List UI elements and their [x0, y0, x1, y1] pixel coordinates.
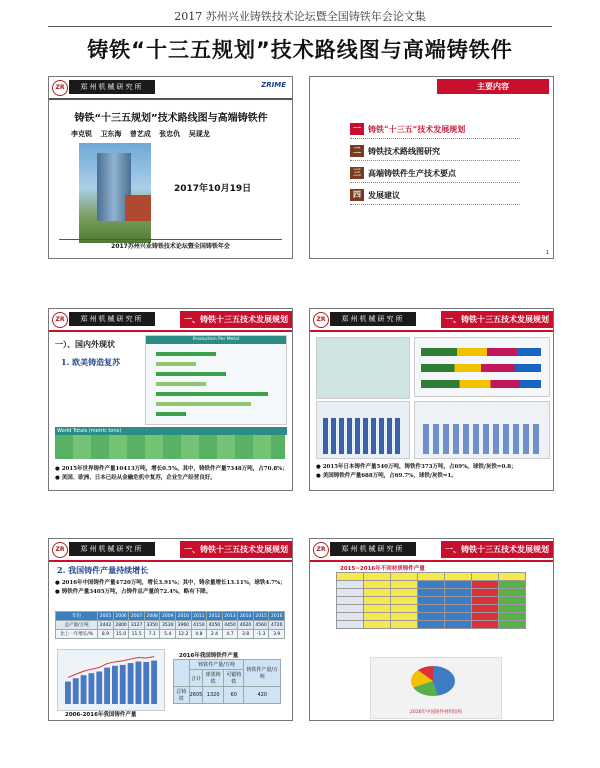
subheading: 1. 欧美铸造复苏	[61, 357, 121, 367]
slide-footer: 2017苏州兴业铸铁技术论坛暨全国铸铁年会	[111, 243, 230, 250]
slide-1	[48, 76, 293, 259]
output-table	[55, 611, 285, 639]
table-cell: 铸铁件产量/万吨	[244, 660, 281, 687]
bullet-item: ● 2015年世界铸件产量10413万吨，增长0.5%。其中，铸铁件产量7348万吨，占70.8%；	[55, 466, 288, 472]
institute-label: 郑州机械研究所	[69, 542, 155, 556]
slide-5	[48, 538, 293, 721]
logo-icon: ZR	[313, 542, 329, 558]
table-cell: 3127	[129, 621, 145, 630]
table-header-cell: 年份	[56, 612, 98, 621]
table-header-cell: 2008	[144, 612, 160, 621]
stacked-bar	[421, 348, 541, 356]
stacked-bar-chart	[414, 337, 550, 397]
bullet-item: ● 2015年日本铸件产量540万吨，铸铁件373万吨，占69%。球铁/灰铁=0.8；	[316, 464, 517, 470]
banner-rule	[310, 330, 553, 332]
bullet-list	[55, 465, 288, 483]
chart-bar	[112, 666, 118, 704]
table-header-cell: 2016	[269, 612, 285, 621]
section-tab: 一、铸铁十三五技术发展规划	[441, 541, 553, 558]
chart-bar	[156, 362, 196, 366]
institute-label: 郑州机械研究所	[69, 80, 155, 94]
logo-icon: ZR	[52, 542, 68, 558]
row-label: 总产量/万吨	[56, 621, 98, 630]
material-table	[336, 572, 526, 629]
us-chart	[414, 401, 550, 459]
japan-bar-chart	[316, 401, 410, 459]
banner-rule	[310, 560, 553, 562]
chart-bar	[143, 662, 149, 704]
agenda-number: 三	[350, 167, 364, 179]
table-header-cell: 2005	[98, 612, 114, 621]
building-photo	[79, 143, 151, 243]
banner-rule	[49, 560, 292, 562]
table-cell: 420	[244, 687, 281, 704]
table-cell: 3530	[160, 621, 176, 630]
agenda-item	[350, 166, 520, 183]
table-caption: World Totals (metric tons)	[55, 427, 287, 435]
footer-rule	[59, 239, 282, 240]
institute-label: 郑州机械研究所	[330, 312, 416, 326]
agenda-item	[350, 122, 520, 139]
pie-caption: 2016年中国铸件材料结构	[410, 710, 462, 715]
table-header-cell: 2015	[253, 612, 269, 621]
table-cell: 3.9	[269, 630, 285, 639]
section-heading: 一）、国内外现状	[55, 339, 115, 349]
table-cell: 3.8	[238, 630, 254, 639]
table-header-cell: 2014	[238, 612, 254, 621]
bullet-item: ● 美国、欧洲、日本已经从金融危机中复苏，企业生产经营良好。	[55, 475, 216, 481]
agenda-number: 一	[350, 123, 364, 135]
table-cell: 2442	[98, 621, 114, 630]
subheading: 2. 我国铸件产量持续增长	[57, 565, 149, 575]
table-cell: 球墨铸铁	[203, 670, 224, 687]
table-cell: 铸铁件产量/万吨	[189, 660, 244, 670]
slide-banner	[49, 77, 292, 98]
world-totals-table	[55, 435, 285, 459]
agenda-number: 二	[350, 145, 364, 157]
pie-shape	[411, 666, 455, 696]
contents-header: 主要内容	[437, 79, 549, 94]
table-cell: 7.1	[144, 630, 160, 639]
chart-bar	[136, 661, 142, 704]
chart-bar	[104, 668, 110, 704]
chart-caption: Production Per Metal	[146, 336, 286, 344]
table-cell: 1320	[203, 687, 224, 704]
iron-output-table	[173, 659, 281, 704]
page-number: 1	[545, 250, 549, 256]
running-header: 2017 苏州兴业铸铁技术论坛暨全国铸铁年会论文集	[174, 10, 426, 23]
table-header-cell: 2010	[176, 612, 192, 621]
table-cell: 合计	[189, 670, 203, 687]
logo-icon: ZR	[52, 80, 68, 96]
table-cell: 12.2	[176, 630, 192, 639]
table-cell: 11.5	[129, 630, 145, 639]
table-caption: 2016年我国铸铁件产量	[179, 653, 239, 659]
banner-rule	[49, 330, 292, 332]
table-header-cell: 2006	[113, 612, 129, 621]
agenda-text: 铸铁技术路线图研究	[368, 146, 440, 156]
institute-label: 郑州机械研究所	[69, 312, 155, 326]
chart-bar	[96, 672, 102, 704]
table-cell: 4620	[238, 621, 254, 630]
section-tab: 一、铸铁十三五技术发展规划	[180, 311, 292, 328]
slide-banner	[49, 539, 292, 560]
table-cell: 总铸铁	[174, 687, 190, 704]
table-header-cell: 2011	[191, 612, 207, 621]
japan-table-image	[316, 337, 410, 399]
chart-bar	[81, 675, 87, 704]
chart-svg	[58, 650, 164, 710]
table-cell: 4720	[269, 621, 285, 630]
institute-label: 郑州机械研究所	[330, 542, 416, 556]
header-rule	[48, 26, 552, 27]
agenda-text: 铸铁“十三五”技术发展规划	[368, 124, 466, 134]
slide-4	[309, 308, 554, 491]
date: 2017年10月19日	[174, 184, 252, 194]
agenda-text: 发展建议	[368, 190, 400, 200]
slide-title: 铸铁“十三五规划”技术路线图与高端铸铁件	[74, 113, 268, 124]
slide-banner	[49, 309, 292, 330]
table-cell: 4150	[191, 621, 207, 630]
stacked-bar	[421, 380, 541, 388]
row-label: 比上一年增长/%	[56, 630, 98, 639]
table-title: 2015~2016年不同材质铸件产量	[340, 566, 425, 572]
chart-bar	[156, 392, 268, 396]
table-header-cell: 2012	[207, 612, 223, 621]
chart-bar	[65, 682, 71, 704]
chart-bar	[128, 663, 134, 704]
logo-icon: ZR	[313, 312, 329, 328]
table-cell: 可锻铸铁	[224, 670, 244, 687]
chart-bar	[151, 661, 157, 704]
low-building-shape	[125, 195, 151, 221]
chart-bar	[156, 412, 186, 416]
bullet-item: ● 2016年中国铸件产量4720万吨，增长3.91%；其中，铸余量增长13.11%，球铁4.7%；	[55, 580, 286, 586]
brand-label: ZRIME	[261, 81, 286, 89]
chart-bars	[423, 424, 541, 454]
bullet-item: ● 铸铁件产量3405万吨，占铸件总产量的72.4%，略有下降。	[55, 589, 212, 595]
table-cell: 2605	[189, 687, 203, 704]
table-cell: 4250	[207, 621, 223, 630]
slide-3	[48, 308, 293, 491]
bullet-item: ● 美国铸铁件产量688万吨，占69.7%，球铁/灰铁=1。	[316, 473, 457, 479]
table-cell	[174, 660, 190, 687]
output-bar-chart	[57, 649, 165, 711]
table-cell: 4450	[222, 621, 238, 630]
agenda-number: 四	[350, 189, 364, 201]
chart-caption: 2006-2016年我国铸件产量	[65, 712, 137, 718]
authors: 李克锐 卫东海 曾艺成 张忠仇 吴现龙	[71, 130, 210, 138]
table-cell: 4.8	[191, 630, 207, 639]
bullet-list	[316, 463, 517, 481]
main-title: 铸铁“十三五规划”技术路线图与高端铸铁件	[87, 38, 513, 62]
table-cell: 4.7	[222, 630, 238, 639]
section-tab: 一、铸铁十三五技术发展规划	[441, 311, 553, 328]
table-cell: 3350	[144, 621, 160, 630]
table-cell: 8.9	[98, 630, 114, 639]
slide-banner	[310, 309, 553, 330]
table-cell: 3960	[176, 621, 192, 630]
agenda-item	[350, 144, 520, 161]
table-cell: 15.0	[113, 630, 129, 639]
chart-bar	[73, 678, 79, 704]
table-cell: 60	[224, 687, 244, 704]
stacked-bar	[421, 364, 541, 372]
banner-rule	[49, 98, 292, 100]
chart-bar	[156, 382, 206, 386]
chart-bar	[156, 402, 251, 406]
slide-2	[309, 76, 554, 259]
slide-6	[309, 538, 554, 721]
table-header-cell: 2007	[129, 612, 145, 621]
table-cell: 2.4	[207, 630, 223, 639]
chart-bar	[120, 665, 126, 704]
table-cell: 2800	[113, 621, 129, 630]
chart-bar	[156, 352, 216, 356]
production-chart	[145, 335, 287, 425]
section-tab: 一、铸铁十三五技术发展规划	[180, 541, 292, 558]
logo-icon: ZR	[52, 312, 68, 328]
chart-bars	[323, 418, 403, 454]
table-header-cell: 2013	[222, 612, 238, 621]
material-pie-chart	[370, 657, 502, 719]
table-cell: -1.3	[253, 630, 269, 639]
table-cell: 4560	[253, 621, 269, 630]
table-header-cell: 2009	[160, 612, 176, 621]
bullet-list	[55, 579, 286, 597]
table-cell: 5.4	[160, 630, 176, 639]
chart-bar	[89, 673, 95, 704]
slide-banner	[310, 539, 553, 560]
agenda-item	[350, 188, 520, 205]
chart-bar	[156, 372, 226, 376]
agenda-text: 高端铸铁件生产技术要点	[368, 168, 456, 178]
